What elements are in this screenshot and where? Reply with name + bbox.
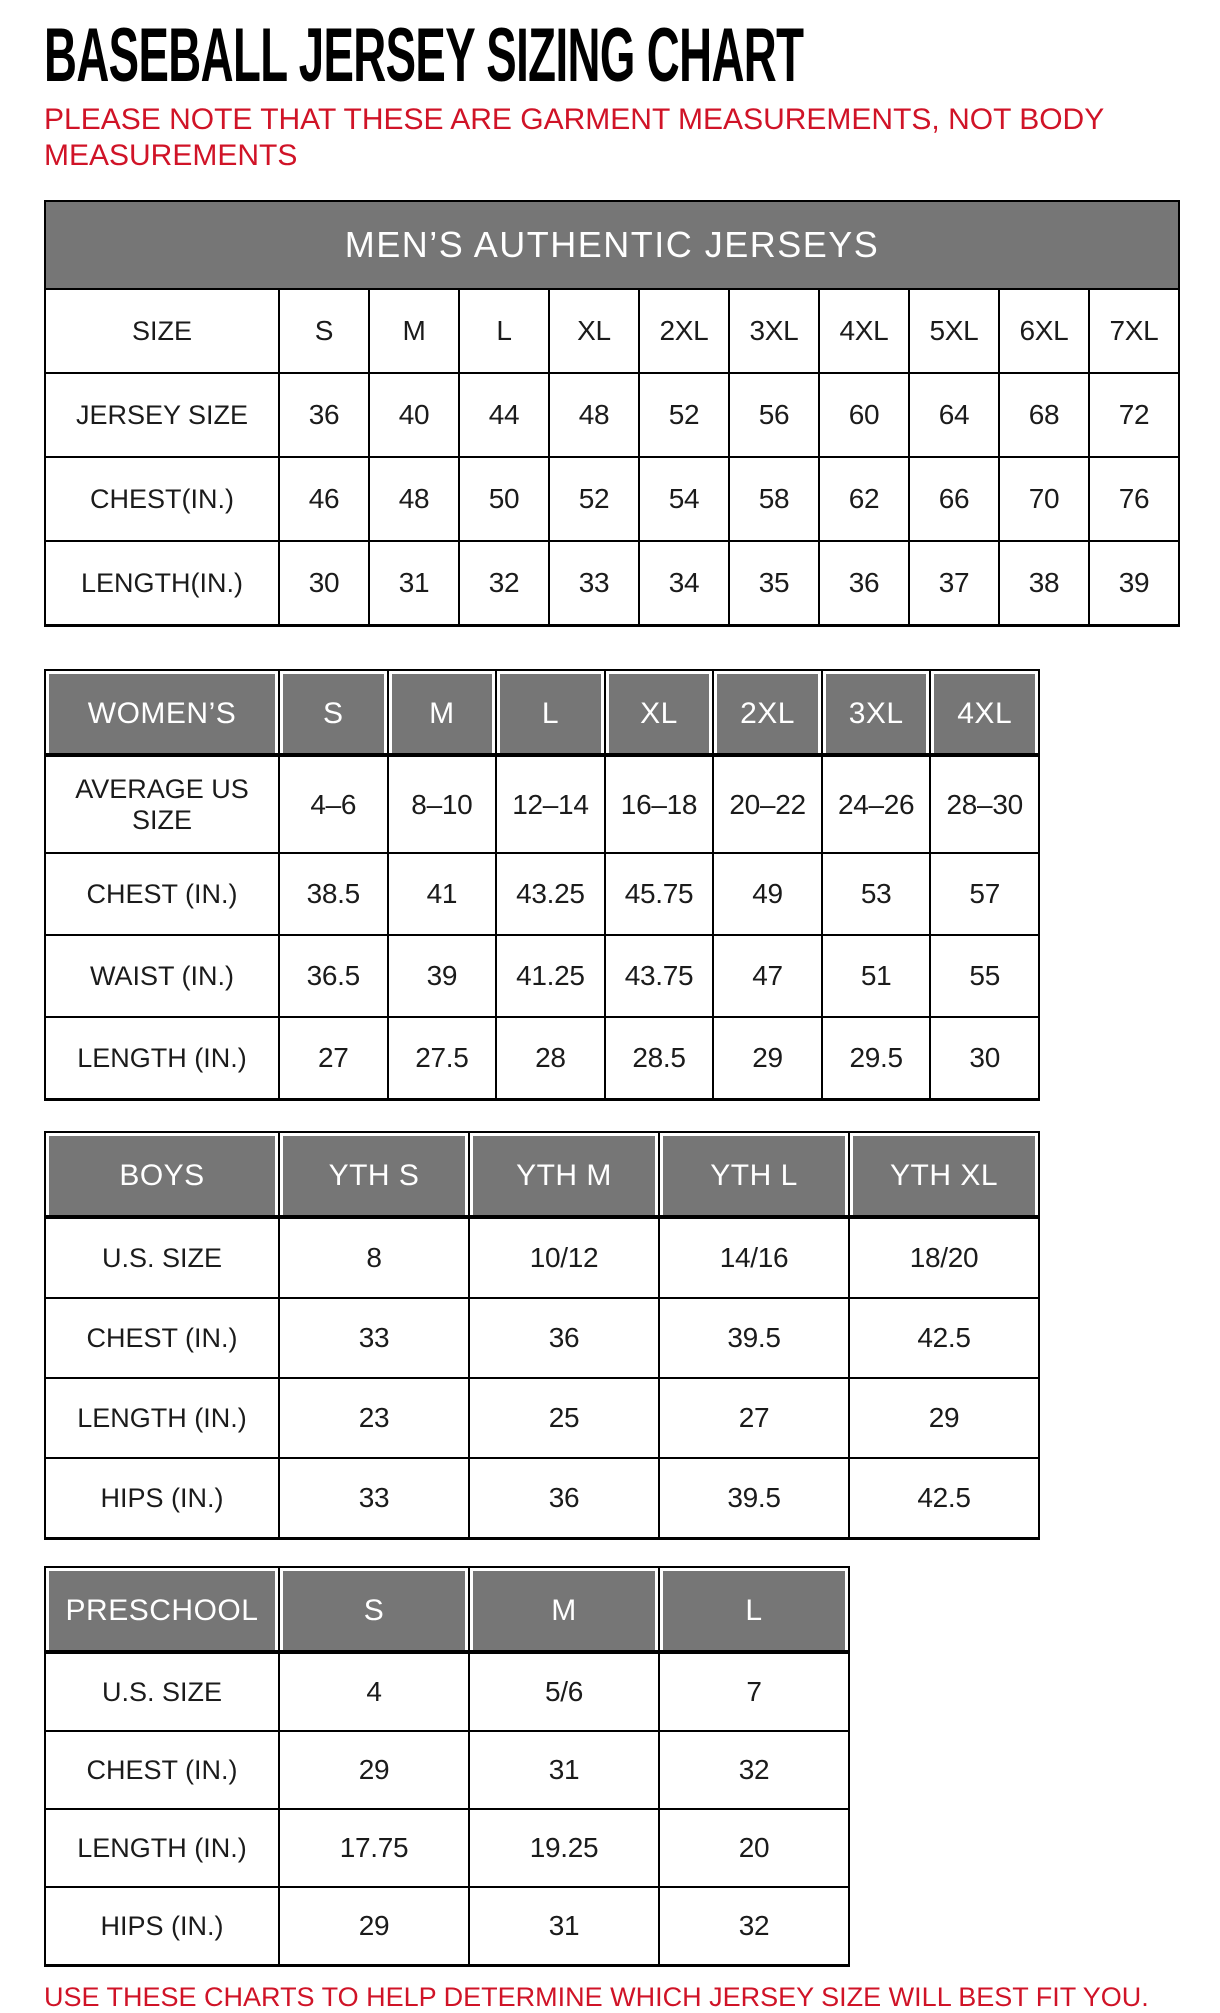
womens-header-row [44,669,1040,757]
preschool-row-0-value-2: 7 [660,1654,848,1730]
mens-table-body [44,288,1180,627]
mens-row-3-value-5: 35 [730,542,818,624]
mens-row-3-value-2: 32 [460,542,548,624]
womens-row-3-value-3: 28.5 [606,1018,713,1098]
mens-row-1-value-0: 36 [280,374,368,456]
preschool-row-0-value-1: 5/6 [470,1654,658,1730]
boys-row-0-value-2: 14/16 [660,1219,848,1297]
womens-row-0-value-1: 8–10 [389,757,496,852]
preschool-row-2-value-2: 20 [660,1810,848,1886]
preschool-row-0-label: U.S. SIZE [46,1654,278,1730]
womens-header-cell-5: 2XL [714,671,821,753]
womens-row-0-value-3: 16–18 [606,757,713,852]
boys-row-2-label: LENGTH (IN.) [46,1379,278,1457]
preschool-row-3-value-1: 31 [470,1888,658,1964]
mens-row-2-value-6: 62 [820,458,908,540]
mens-row-1-label: JERSEY SIZE [46,374,278,456]
mens-row-1-value-7: 64 [910,374,998,456]
womens-row-3-value-0: 27 [280,1018,387,1098]
preschool-header-cell-0: PRESCHOOL [46,1568,278,1650]
boys-row-2-value-0: 23 [280,1379,468,1457]
preschool-header-cell-2: M [470,1568,658,1650]
mens-row-0-value-2: L [460,290,548,372]
womens-header-cell-3: L [497,671,604,753]
mens-row-0-label: SIZE [46,290,278,372]
note-line-2: MEASUREMENTS [44,139,298,172]
mens-row-1-value-3: 48 [550,374,638,456]
mens-row-2-value-9: 76 [1090,458,1178,540]
mens-row-0-value-4: 2XL [640,290,728,372]
preschool-sizing-table [44,1566,850,1967]
womens-row-3-value-1: 27.5 [389,1018,496,1098]
boys-row-2-value-1: 25 [470,1379,658,1457]
mens-row-1-value-1: 40 [370,374,458,456]
mens-row-2-value-5: 58 [730,458,818,540]
preschool-row-3-value-2: 32 [660,1888,848,1964]
preschool-row-1-label: CHEST (IN.) [46,1732,278,1808]
mens-row-2-value-7: 66 [910,458,998,540]
boys-row-0-value-1: 10/12 [470,1219,658,1297]
mens-row-3-value-0: 30 [280,542,368,624]
mens-authentic-jerseys-table [44,200,1180,627]
womens-row-1-value-5: 53 [823,854,930,934]
womens-row-0-label: AVERAGE US SIZE [46,757,278,852]
womens-row-1-value-2: 43.25 [497,854,604,934]
page-title: BASEBALL JERSEY SIZING CHART [44,13,804,98]
mens-row-1-value-5: 56 [730,374,818,456]
womens-row-2-value-0: 36.5 [280,936,387,1016]
boys-row-0-value-3: 18/20 [850,1219,1038,1297]
womens-row-1-label: CHEST (IN.) [46,854,278,934]
womens-row-2-value-6: 55 [931,936,1038,1016]
mens-row-3-value-9: 39 [1090,542,1178,624]
preschool-header-cell-1: S [280,1568,468,1650]
womens-row-0-value-0: 4–6 [280,757,387,852]
womens-header-cell-0: WOMEN’S [46,671,278,753]
preschool-header-row [44,1566,850,1654]
preschool-row-2-label: LENGTH (IN.) [46,1810,278,1886]
womens-table-body [44,757,1040,1101]
womens-row-1-value-3: 45.75 [606,854,713,934]
mens-row-1-value-8: 68 [1000,374,1088,456]
mens-row-3-value-4: 34 [640,542,728,624]
womens-row-3-value-6: 30 [931,1018,1038,1098]
preschool-row-3-value-0: 29 [280,1888,468,1964]
mens-row-0-value-7: 5XL [910,290,998,372]
mens-row-3-value-8: 38 [1000,542,1088,624]
mens-row-3-value-7: 37 [910,542,998,624]
mens-row-2-value-0: 46 [280,458,368,540]
boys-row-1-label: CHEST (IN.) [46,1299,278,1377]
preschool-table-body [44,1654,850,1967]
mens-header-banner: MEN’S AUTHENTIC JERSEYS [44,200,1180,288]
mens-row-1-value-2: 44 [460,374,548,456]
mens-row-2-value-4: 54 [640,458,728,540]
boys-header-row [44,1131,1040,1219]
boys-row-3-value-2: 39.5 [660,1459,848,1537]
womens-row-1-value-0: 38.5 [280,854,387,934]
womens-row-3-value-5: 29.5 [823,1018,930,1098]
boys-row-2-value-3: 29 [850,1379,1038,1457]
mens-row-0-value-5: 3XL [730,290,818,372]
mens-row-1-value-4: 52 [640,374,728,456]
womens-row-1-value-1: 41 [389,854,496,934]
womens-header-cell-6: 3XL [823,671,930,753]
womens-row-1-value-6: 57 [931,854,1038,934]
mens-row-1-value-6: 60 [820,374,908,456]
boys-header-cell-2: YTH M [470,1133,658,1215]
boys-row-3-value-0: 33 [280,1459,468,1537]
womens-row-3-value-2: 28 [497,1018,604,1098]
boys-row-3-value-1: 36 [470,1459,658,1537]
preschool-row-1-value-1: 31 [470,1732,658,1808]
mens-row-3-value-6: 36 [820,542,908,624]
womens-sizing-table [44,669,1040,1101]
note-line-1: PLEASE NOTE THAT THESE ARE GARMENT MEASUREMENTS, NOT BODY [44,103,1105,136]
boys-sizing-table [44,1131,1040,1540]
mens-row-1-value-9: 72 [1090,374,1178,456]
womens-header-cell-2: M [389,671,496,753]
preschool-header-cell-3: L [660,1568,848,1650]
preschool-row-1-value-0: 29 [280,1732,468,1808]
preschool-row-2-value-1: 19.25 [470,1810,658,1886]
womens-row-2-value-3: 43.75 [606,936,713,1016]
womens-row-3-value-4: 29 [714,1018,821,1098]
footer-note: USE THESE CHARTS TO HELP DETERMINE WHICH JERSEY SIZE WILL BEST FIT YOU. [44,1982,1149,2012]
mens-row-2-value-2: 50 [460,458,548,540]
mens-row-2-label: CHEST(IN.) [46,458,278,540]
mens-row-0-value-9: 7XL [1090,290,1178,372]
womens-row-2-value-1: 39 [389,936,496,1016]
mens-row-0-value-3: XL [550,290,638,372]
boys-row-0-label: U.S. SIZE [46,1219,278,1297]
boys-table-body [44,1219,1040,1540]
womens-header-cell-1: S [280,671,387,753]
boys-row-3-value-3: 42.5 [850,1459,1038,1537]
preschool-row-3-label: HIPS (IN.) [46,1888,278,1964]
womens-row-0-value-4: 20–22 [714,757,821,852]
preschool-row-1-value-2: 32 [660,1732,848,1808]
womens-row-1-value-4: 49 [714,854,821,934]
boys-row-3-label: HIPS (IN.) [46,1459,278,1537]
garment-measurements-note [44,102,1184,174]
womens-row-0-value-2: 12–14 [497,757,604,852]
mens-row-0-value-1: M [370,290,458,372]
boys-row-1-value-1: 36 [470,1299,658,1377]
mens-row-3-label: LENGTH(IN.) [46,542,278,624]
mens-row-2-value-1: 48 [370,458,458,540]
mens-row-3-value-3: 33 [550,542,638,624]
womens-row-2-value-4: 47 [714,936,821,1016]
mens-row-0-value-8: 6XL [1000,290,1088,372]
womens-row-2-label: WAIST (IN.) [46,936,278,1016]
boys-row-1-value-2: 39.5 [660,1299,848,1377]
boys-row-1-value-3: 42.5 [850,1299,1038,1377]
preschool-row-2-value-0: 17.75 [280,1810,468,1886]
boys-header-cell-3: YTH L [660,1133,848,1215]
mens-row-3-value-1: 31 [370,542,458,624]
boys-row-2-value-2: 27 [660,1379,848,1457]
boys-header-cell-0: BOYS [46,1133,278,1215]
womens-row-2-value-5: 51 [823,936,930,1016]
womens-row-2-value-2: 41.25 [497,936,604,1016]
mens-row-0-value-0: S [280,290,368,372]
womens-header-cell-4: XL [606,671,713,753]
mens-row-0-value-6: 4XL [820,290,908,372]
preschool-row-0-value-0: 4 [280,1654,468,1730]
womens-header-cell-7: 4XL [931,671,1038,753]
mens-row-2-value-8: 70 [1000,458,1088,540]
womens-row-0-value-6: 28–30 [931,757,1038,852]
boys-row-0-value-0: 8 [280,1219,468,1297]
womens-row-3-label: LENGTH (IN.) [46,1018,278,1098]
womens-row-0-value-5: 24–26 [823,757,930,852]
boys-row-1-value-0: 33 [280,1299,468,1377]
boys-header-cell-4: YTH XL [850,1133,1038,1215]
boys-header-cell-1: YTH S [280,1133,468,1215]
mens-row-2-value-3: 52 [550,458,638,540]
